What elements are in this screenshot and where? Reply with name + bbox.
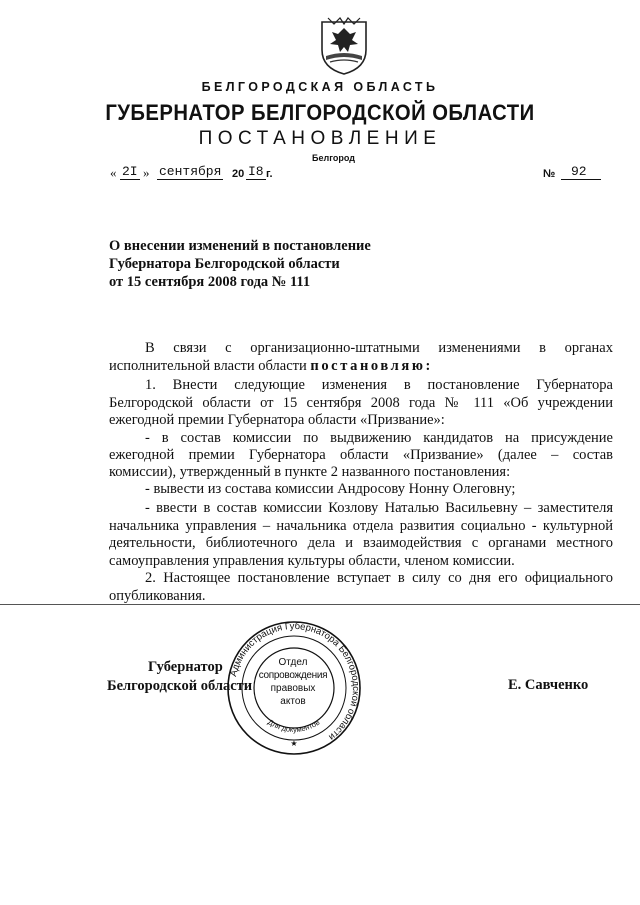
svg-text:★: ★ — [290, 739, 298, 748]
subject-line: Губернатора Белгородской области — [109, 256, 340, 272]
body-line: - ввести в состав комиссии Козлову Наталью Васильевну – заместителя — [145, 500, 613, 516]
signatory-role: Белгородской области — [107, 678, 253, 694]
date-quote-close: » — [143, 165, 150, 180]
city-label: Белгород — [312, 153, 355, 163]
number-label: № — [543, 168, 556, 180]
body-line: 2. Настоящее постановление вступает в силу со дня его официального — [145, 570, 613, 586]
document-subject — [109, 237, 371, 291]
coat-of-arms-icon — [318, 14, 370, 76]
body-line: ежегодной премии Губернатора области «Призвание» (далее – состав — [109, 447, 613, 463]
date-year-prefix: 20 — [232, 168, 245, 180]
date-quote-open: « — [110, 165, 117, 180]
stamp-inner-line: правовых — [270, 683, 316, 694]
body-line: Белгородской области от 15 сентября 2008 года № 111 «Об учреждении — [109, 395, 613, 411]
body-line — [109, 358, 613, 376]
date-month: сентября — [159, 164, 222, 179]
stamp-inner-line: актов — [280, 696, 306, 707]
page-divider — [0, 604, 640, 605]
body-line: начальника управления – начальника отдела развития социально - культурной — [109, 518, 613, 534]
body-line: комиссии), утвержденный в пункте 2 названного постановления: — [109, 464, 511, 480]
signatory-name: Е. Савченко — [508, 677, 589, 693]
region-heading: БЕЛГОРОДСКАЯ ОБЛАСТЬ — [201, 80, 439, 94]
body-line: В связи с организационно-штатными изменениями в органах — [145, 340, 613, 356]
date-year-label: г. — [266, 168, 273, 180]
svg-text:Для документов — [266, 717, 321, 734]
body-line: 1. Внести следующие изменения в постановление Губернатора — [145, 377, 613, 393]
stamp-ring-text: Администрация Губернатора Белгородской области — [228, 620, 362, 743]
subject-line: от 15 сентября 2008 года № 111 — [109, 274, 311, 290]
subject-line: О внесении изменений в постановление — [109, 238, 371, 254]
body-line: самоуправления управления культуры области, членом комиссии. — [109, 553, 515, 569]
stamp-inner-line: сопровождения — [258, 670, 328, 681]
body-line: - в состав комиссии по выдвижению кандидатов на присуждение — [145, 430, 613, 446]
document-type: ПОСТАНОВЛЕНИЕ — [198, 128, 442, 149]
date-year-suffix: I8 — [248, 164, 264, 179]
date-day: 2I — [122, 164, 138, 179]
decree-word: постановляю: — [310, 358, 433, 374]
body-line: опубликования. — [109, 588, 206, 604]
document-number: 92 — [561, 165, 601, 180]
body-text: исполнительной власти области — [109, 358, 311, 374]
body-line: ежегодной премии Губернатора области «Призвание»: — [109, 412, 445, 428]
body-line: деятельности, библиотечного дела и взаимодействия с органами местного — [109, 535, 613, 551]
page-title: ГУБЕРНАТОР БЕЛГОРОДСКОЙ ОБЛАСТИ — [105, 100, 535, 125]
signatory-role: Губернатор — [148, 659, 223, 675]
stamp-bottom-text: Для документов — [266, 717, 322, 735]
body-line: - вывести из состава комиссии Андросову Нонну Олеговну; — [145, 481, 516, 497]
stamp-inner-line: Отдел — [278, 657, 308, 668]
